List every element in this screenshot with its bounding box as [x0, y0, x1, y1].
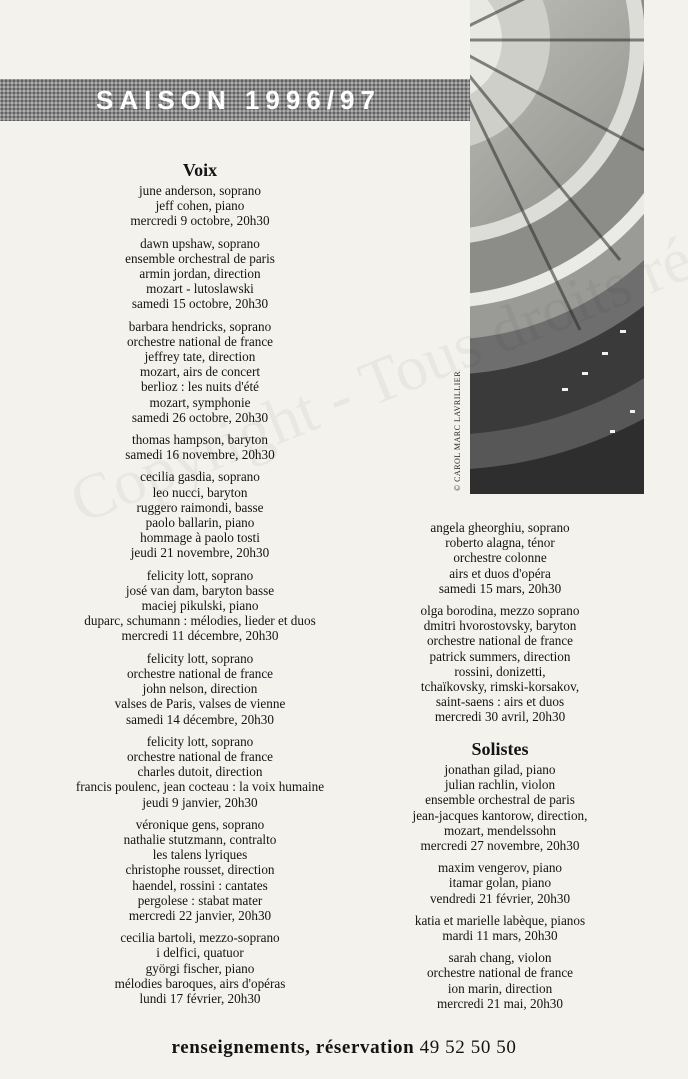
- section-title-solistes: Solistes: [471, 739, 529, 759]
- concert-detail: saint-saens : airs et duos: [435, 694, 565, 710]
- concert-detail: jean-jacques kantorow, direction,: [412, 807, 588, 823]
- concert-detail: valses de Paris, valses de vienne: [114, 696, 286, 712]
- concert-entry: [400, 603, 600, 725]
- concert-detail: ruggero raimondi, basse: [136, 499, 264, 515]
- concert-detail: thomas hampson, baryton: [132, 432, 268, 448]
- footer-label: renseignements, réservation: [171, 1037, 415, 1058]
- concert-detail: felicity lott, soprano: [146, 650, 254, 666]
- concert-detail: jeffrey tate, direction: [144, 349, 256, 365]
- concert-detail: györgi fischer, piano: [145, 960, 255, 976]
- footer-phone: 49 52 50 50: [419, 1037, 517, 1058]
- concert-detail: rossini, donizetti,: [454, 663, 546, 679]
- concert-detail: armin jordan, direction: [139, 266, 261, 282]
- concert-detail: maciej pikulski, piano: [141, 598, 259, 614]
- concert-detail: sarah chang, violon: [448, 950, 552, 966]
- concert-detail: julian rachlin, violon: [444, 777, 556, 793]
- concert-date: jeudi 9 janvier, 20h30: [142, 794, 258, 810]
- concert-detail: orchestre national de france: [126, 333, 274, 349]
- concert-detail: christophe rousset, direction: [125, 862, 275, 878]
- concert-detail: i delfici, quatuor: [156, 945, 244, 961]
- concert-detail: tchaïkovsky, rimski-korsakov,: [420, 679, 580, 695]
- season-title: SAISON 1996/97: [96, 85, 381, 115]
- concert-detail: ensemble orchestral de paris: [425, 792, 575, 808]
- concert-date: mercredi 30 avril, 20h30: [434, 709, 566, 725]
- concert-detail: pergolese : stabat mater: [137, 892, 263, 908]
- concert-detail: cecilia bartoli, mezzo-soprano: [120, 930, 280, 946]
- concert-detail: hommage à paolo tosti: [140, 530, 260, 546]
- concert-entry: [20, 568, 380, 644]
- voix-concert-list: [20, 183, 380, 1013]
- concert-detail: cecilia gasdia, soprano: [140, 469, 260, 485]
- concert-date: mercredi 21 mai, 20h30: [437, 995, 563, 1011]
- concert-detail: duparc, schumann : mélodies, lieder et duos: [84, 613, 316, 629]
- concert-detail: felicity lott, soprano: [146, 567, 254, 583]
- concert-date: lundi 17 février, 20h30: [139, 990, 261, 1006]
- concert-detail: ensemble orchestral de paris: [125, 250, 275, 266]
- concert-detail: jonathan gilad, piano: [444, 762, 556, 777]
- concert-detail: paolo ballarin, piano: [145, 515, 255, 531]
- concert-date: jeudi 21 novembre, 20h30: [130, 545, 270, 561]
- concert-detail: haendel, rossini : cantates: [132, 877, 268, 893]
- concert-detail: berlioz : les nuits d'été: [140, 379, 260, 395]
- concert-date: mercredi 27 novembre, 20h30: [420, 838, 580, 854]
- concert-detail: itamar golan, piano: [448, 875, 552, 891]
- concert-date: samedi 26 octobre, 20h30: [131, 409, 269, 425]
- concert-date: samedi 15 octobre, 20h30: [131, 296, 269, 312]
- concert-entry: [400, 762, 600, 853]
- concert-detail: mélodies baroques, airs d'opéras: [114, 975, 286, 991]
- concert-detail: barbara hendricks, soprano: [128, 318, 272, 334]
- concert-detail: maxim vengerov, piano: [437, 860, 563, 876]
- concert-detail: orchestre national de france: [426, 965, 574, 981]
- concert-date: samedi 15 mars, 20h30: [438, 580, 562, 596]
- concert-detail: john nelson, direction: [142, 681, 258, 697]
- concert-detail: ion marin, direction: [447, 980, 553, 996]
- concert-date: samedi 16 novembre, 20h30: [125, 447, 275, 463]
- section-title-voix: Voix: [182, 160, 218, 180]
- photo-credit: © CAROL MARC LAVRILLIER: [453, 370, 462, 491]
- concert-detail: angela gheorghiu, soprano: [430, 520, 570, 535]
- concert-detail: mozart, symphonie: [149, 394, 251, 410]
- footer-info: [0, 1036, 688, 1060]
- concert-detail: orchestre colonne: [453, 550, 547, 566]
- concert-entry: [400, 860, 600, 906]
- concert-entry: [20, 236, 380, 312]
- concert-detail: dawn upshaw, soprano: [140, 235, 260, 251]
- concert-entry: [20, 817, 380, 923]
- concert-detail: orchestre national de france: [126, 665, 274, 681]
- concert-date: vendredi 21 février, 20h30: [429, 890, 571, 906]
- concert-entry: [20, 432, 380, 462]
- concert-hall-photo: [470, 0, 644, 494]
- concert-detail: francis poulenc, jean cocteau : la voix humaine: [75, 779, 325, 795]
- concert-detail: jeff cohen, piano: [155, 198, 245, 214]
- concert-entry: [400, 950, 600, 1011]
- concert-date: mercredi 22 janvier, 20h30: [128, 907, 272, 923]
- concert-detail: mozart - lutoslawski: [146, 281, 254, 297]
- concert-detail: les talens lyriques: [152, 847, 248, 863]
- concert-detail: felicity lott, soprano: [146, 733, 254, 749]
- concert-date: samedi 14 décembre, 20h30: [126, 711, 274, 727]
- concert-date: mercredi 9 octobre, 20h30: [130, 213, 270, 229]
- concert-detail: dmitri hvorostovsky, baryton: [423, 618, 577, 634]
- concert-entry: [20, 930, 380, 1006]
- concert-detail: mozart, mendelssohn: [443, 822, 557, 838]
- concert-date: mercredi 11 décembre, 20h30: [121, 628, 279, 644]
- concert-detail: airs et duos d'opéra: [449, 565, 551, 581]
- concert-detail: olga borodina, mezzo soprano: [420, 603, 580, 619]
- concert-detail: josé van dam, baryton basse: [125, 582, 275, 598]
- concert-detail: nathalie stutzmann, contralto: [123, 831, 277, 847]
- concert-entry: [20, 651, 380, 727]
- concert-detail: véronique gens, soprano: [135, 816, 265, 832]
- concert-detail: katia et marielle labèque, pianos: [414, 912, 586, 928]
- concert-detail: orchestre national de france: [126, 748, 274, 764]
- concert-entry: [20, 734, 380, 810]
- voix-concert-list-continued: [400, 520, 600, 732]
- concert-entry: [20, 183, 380, 229]
- concert-detail: june anderson, soprano: [139, 183, 261, 198]
- concert-date: mardi 11 mars, 20h30: [442, 928, 558, 944]
- concert-entry: [400, 913, 600, 943]
- concert-entry: [400, 520, 600, 596]
- concert-entry: [20, 469, 380, 560]
- concert-detail: orchestre national de france: [426, 633, 574, 649]
- concert-detail: charles dutoit, direction: [137, 764, 263, 780]
- concert-entry: [20, 319, 380, 425]
- concert-detail: patrick summers, direction: [429, 648, 571, 664]
- concert-detail: leo nucci, baryton: [152, 484, 248, 500]
- solistes-concert-list: [400, 762, 600, 1018]
- concert-detail: roberto alagna, ténor: [445, 535, 555, 551]
- concert-detail: mozart, airs de concert: [139, 364, 261, 380]
